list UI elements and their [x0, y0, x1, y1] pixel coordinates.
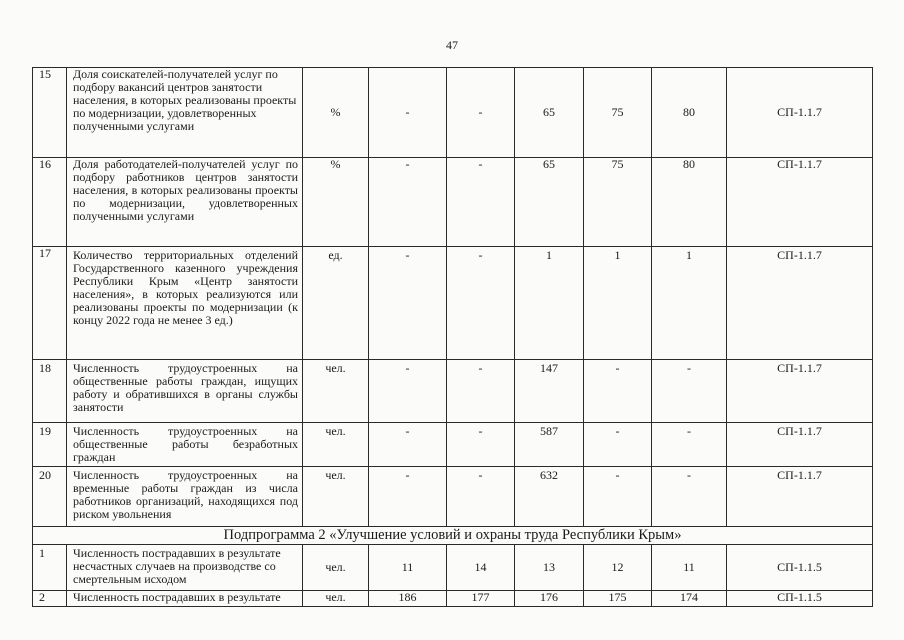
unit-cell: %: [303, 68, 369, 158]
unit-cell: %: [303, 158, 369, 247]
value-cell: -: [447, 360, 515, 423]
value-cell: -: [369, 360, 447, 423]
row-number: 16: [33, 158, 67, 247]
value-cell: 147: [515, 360, 584, 423]
page-number: 47: [446, 38, 458, 52]
row-number: 19: [33, 423, 67, 467]
indicator-name: Численность трудоустроенных на общественные работы граждан, ищущих работу и обратившихся в органы службы занятости: [67, 360, 303, 423]
code-cell: СП-1.1.7: [727, 68, 873, 158]
value-cell: 14: [447, 545, 515, 591]
indicator-name: Численность трудоустроенных на общественные работы безработных граждан: [67, 423, 303, 467]
value-cell: -: [369, 467, 447, 527]
value-cell: 175: [584, 591, 652, 607]
table-row: [33, 247, 873, 360]
row-number: 17: [33, 247, 67, 360]
row-number: 1: [33, 545, 67, 591]
unit-cell: чел.: [303, 467, 369, 527]
code-cell: СП-1.1.5: [727, 591, 873, 607]
table-row: [33, 591, 873, 607]
value-cell: -: [584, 423, 652, 467]
value-cell: 13: [515, 545, 584, 591]
value-cell: -: [447, 247, 515, 360]
code-cell: СП-1.1.7: [727, 423, 873, 467]
row-number: 2: [33, 591, 67, 607]
value-cell: 632: [515, 467, 584, 527]
table-row: [33, 68, 873, 158]
value-cell: -: [369, 68, 447, 158]
code-cell: СП-1.1.7: [727, 467, 873, 527]
value-cell: -: [369, 247, 447, 360]
row-number: 15: [33, 68, 67, 158]
indicators-table: [32, 67, 873, 607]
value-cell: 186: [369, 591, 447, 607]
value-cell: 75: [584, 158, 652, 247]
code-cell: СП-1.1.5: [727, 545, 873, 591]
value-cell: 174: [652, 591, 727, 607]
indicator-name: Численность пострадавших в результате несчастных случаев на производстве со смертельным исходом: [67, 545, 303, 591]
indicator-name: Численность пострадавших в результате: [67, 591, 303, 607]
value-cell: 1: [652, 247, 727, 360]
value-cell: -: [447, 467, 515, 527]
value-cell: 65: [515, 158, 584, 247]
value-cell: -: [369, 158, 447, 247]
value-cell: 587: [515, 423, 584, 467]
indicator-name: Количество территориальных отделений Государственного казенного учреждения Республики Крым «Центр занятости населения», в которых реализуются или реализованы проекты по модернизации (к концу 2022 года не менее 3 ед.): [67, 247, 303, 360]
value-cell: 1: [515, 247, 584, 360]
value-cell: 176: [515, 591, 584, 607]
value-cell: -: [652, 360, 727, 423]
value-cell: -: [369, 423, 447, 467]
indicator-name: Доля работодателей-получателей услуг по подбору работников центров занятости населения, в которых реализованы проекты по модернизации, удовлетворенных полученными услугами: [67, 158, 303, 247]
indicator-name: Численность трудоустроенных на временные работы граждан из числа работников организаций, находящихся под риском увольнения: [67, 467, 303, 527]
value-cell: -: [584, 360, 652, 423]
value-cell: -: [447, 68, 515, 158]
unit-cell: ед.: [303, 247, 369, 360]
code-cell: СП-1.1.7: [727, 158, 873, 247]
value-cell: 11: [652, 545, 727, 591]
code-cell: СП-1.1.7: [727, 360, 873, 423]
unit-cell: чел.: [303, 360, 369, 423]
value-cell: 80: [652, 68, 727, 158]
table-row: [33, 423, 873, 467]
value-cell: 12: [584, 545, 652, 591]
value-cell: 177: [447, 591, 515, 607]
value-cell: 75: [584, 68, 652, 158]
row-number: 18: [33, 360, 67, 423]
value-cell: 1: [584, 247, 652, 360]
table-row: [33, 158, 873, 247]
value-cell: -: [652, 423, 727, 467]
value-cell: 65: [515, 68, 584, 158]
code-cell: СП-1.1.7: [727, 247, 873, 360]
table-row: [33, 527, 873, 545]
unit-cell: чел.: [303, 423, 369, 467]
unit-cell: чел.: [303, 591, 369, 607]
row-number: 20: [33, 467, 67, 527]
value-cell: 11: [369, 545, 447, 591]
value-cell: -: [447, 158, 515, 247]
unit-cell: чел.: [303, 545, 369, 591]
table-row: [33, 360, 873, 423]
value-cell: -: [652, 467, 727, 527]
value-cell: 80: [652, 158, 727, 247]
value-cell: -: [447, 423, 515, 467]
table-row: [33, 467, 873, 527]
table-row: [33, 545, 873, 591]
indicator-name: Доля соискателей-получателей услуг по подбору вакансий центров занятости населения, в которых реализованы проекты по модернизации, удовлетворенных полученными услугами: [67, 68, 303, 158]
subprogram-title: Подпрограмма 2 «Улучшение условий и охраны труда Республики Крым»: [33, 527, 873, 545]
value-cell: -: [584, 467, 652, 527]
